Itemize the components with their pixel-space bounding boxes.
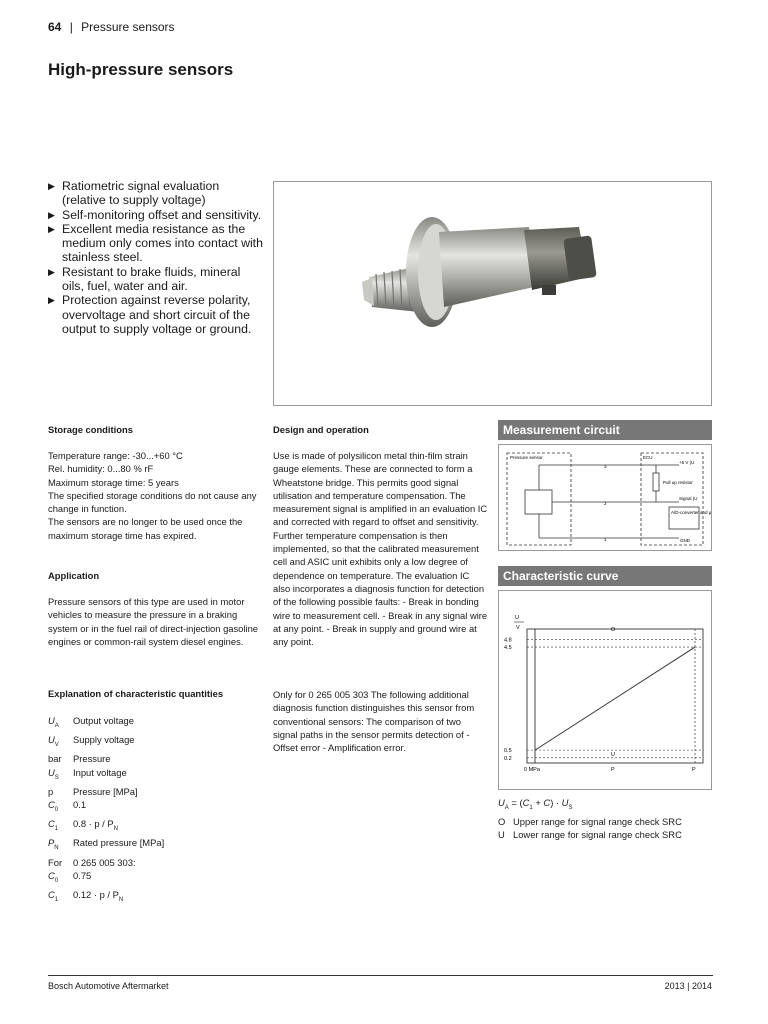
footer-brand: Bosch Automotive Aftermarket [48,981,169,991]
legend-item: U Lower range for signal range check SRC [498,829,682,841]
quantity-row: For 0 265 005 303: [48,856,136,868]
storage-conditions [48,449,263,542]
x-axis-label: P [611,767,615,773]
pullup-label: Pull up resistor [663,480,693,485]
y-tick-label: 0.5 [504,748,512,755]
characteristic-curve-chart [498,590,712,790]
page-number: 64 [48,20,62,34]
footer-divider [48,975,713,976]
gnd-label: GND [680,538,690,543]
legend-item: O Upper range for signal range check SRC [498,816,682,828]
storage-line: The sensors are no longer to be used once the maximum storage time has expired. [48,516,243,541]
adc-label: A/D-converter and µC [671,510,711,515]
storage-line: Maximum storage time: 5 years [48,476,179,488]
product-photo [273,181,712,406]
svg-text:2: 2 [604,501,607,506]
measurement-circuit-diagram [498,444,712,551]
x-tick-pn: P [692,767,696,773]
quantity-row: p Pressure [MPa] [48,785,138,797]
quantity-row: $P_N$ Rated pressure [MPa] [48,837,165,852]
feature-item: ▶ Excellent media resistance as the medium only comes into contact with stainless steel. [48,222,263,265]
v5-label: +5 V (U [679,460,695,465]
storage-line: Rel. humidity: 0...80 % rF [48,463,154,475]
curve-legend [498,796,712,842]
quantity-row: $U_S$ Input voltage [48,766,127,781]
pressure-sensor-image [274,182,711,405]
quantities-table [48,714,263,907]
quantity-row: $U_A$ Output voltage [48,715,134,729]
x-tick-0: 0 MPa [524,767,540,773]
application-heading: Application [48,570,100,581]
ecu-label: ECU [643,455,653,460]
formula: $U_A = (C_1 + C) \cdot U_S$ [498,797,573,811]
u-label: U [611,752,615,758]
quantity-row: $C_0$ 0.75 [48,869,92,884]
footer-year: 2013 | 2014 [664,981,712,991]
storage-line: The specified storage conditions do not cause any change in function. [48,489,257,515]
header-separator: | [69,20,73,34]
y-tick-label: 4.5 [504,645,512,652]
quantity-row: bar Pressure [48,753,111,765]
quantity-row: $U_V$ Supply voltage [48,734,135,749]
y-tick-label: 0.2 [504,755,512,762]
explanation-heading: Explanation of characteristic quantities [48,688,224,699]
storage-line: Temperature range: -30...+60 °C [48,450,183,461]
application-text: Pressure sensors of this type are used in motor vehicles to measure the pressure in a braking system or in the fuel rail of direct-injection gasoline engines or common-rail system diesel engines. [48,596,258,647]
o-label: O [611,627,616,633]
page-header [48,20,175,34]
y-axis-unit: V [516,625,520,631]
design-text: Use is made of polysilicon metal thin-film strain gauge elements. These are connected to form a Wheatstone bridge. This permits good signal utilisation and temperature compensation. The measurement signal is amplified in an evaluation IC and corrected with regard to offset and sensitivity. Further temperature compensation is then implemented, so that the calibrated measurement cell and ASIC unit exhibits only a low degree of dependence on temperature. The evaluation IC also incorporates a diagnosis function for detection of the following possible faults: - Break in bonding wire to measurement cell. - Break in any signal wire at any point. - Break in supply and ground wire at any point. [273,450,488,648]
feature-item: ▶ Self-monitoring offset and sensitivity. [48,208,263,222]
quantity-row: $C_1$ $0.8 \cdot p / P_N$ [48,818,118,833]
quantity-row: $C_1$ $0.12 \cdot p / P_N$ [48,889,124,903]
curve-svg [499,591,711,789]
svg-text:1: 1 [604,537,607,542]
quantity-row: $C_0$ 0.1 [48,799,87,813]
design-heading: Design and operation [273,424,369,435]
y-axis-label: U [515,615,519,621]
feature-item: ▶ Protection against reverse polarity, overvoltage and short circuit of the output to supply voltage or ground. [48,293,263,336]
sensor-label: Pressure sensor [510,455,543,460]
measurement-circuit-heading: Measurement circuit [498,420,712,440]
y-tick-label: 4.8 [504,637,512,644]
page-title: High-pressure sensors [48,60,234,79]
storage-heading: Storage conditions [48,424,133,435]
feature-list [48,179,263,336]
design-text-2: Only for 0 265 005 303 The following additional diagnosis function distinguishes this sensor from conventional sensors: The comparison of two signal paths in the sensor permits detection of - Offset error - Amplification error. [273,689,475,754]
svg-text:3: 3 [604,464,607,469]
section-title: Pressure sensors [81,20,175,34]
series-line [535,647,695,750]
y-ticks [504,637,512,762]
feature-item: ▶ Resistant to brake fluids, mineral oils, fuel, water and air. [48,265,263,294]
signal-label: Signal (U [679,496,698,501]
characteristic-curve-heading: Characteristic curve [498,566,712,586]
feature-item: ▶ Ratiometric signal evaluation (relative to supply voltage) [48,179,263,208]
